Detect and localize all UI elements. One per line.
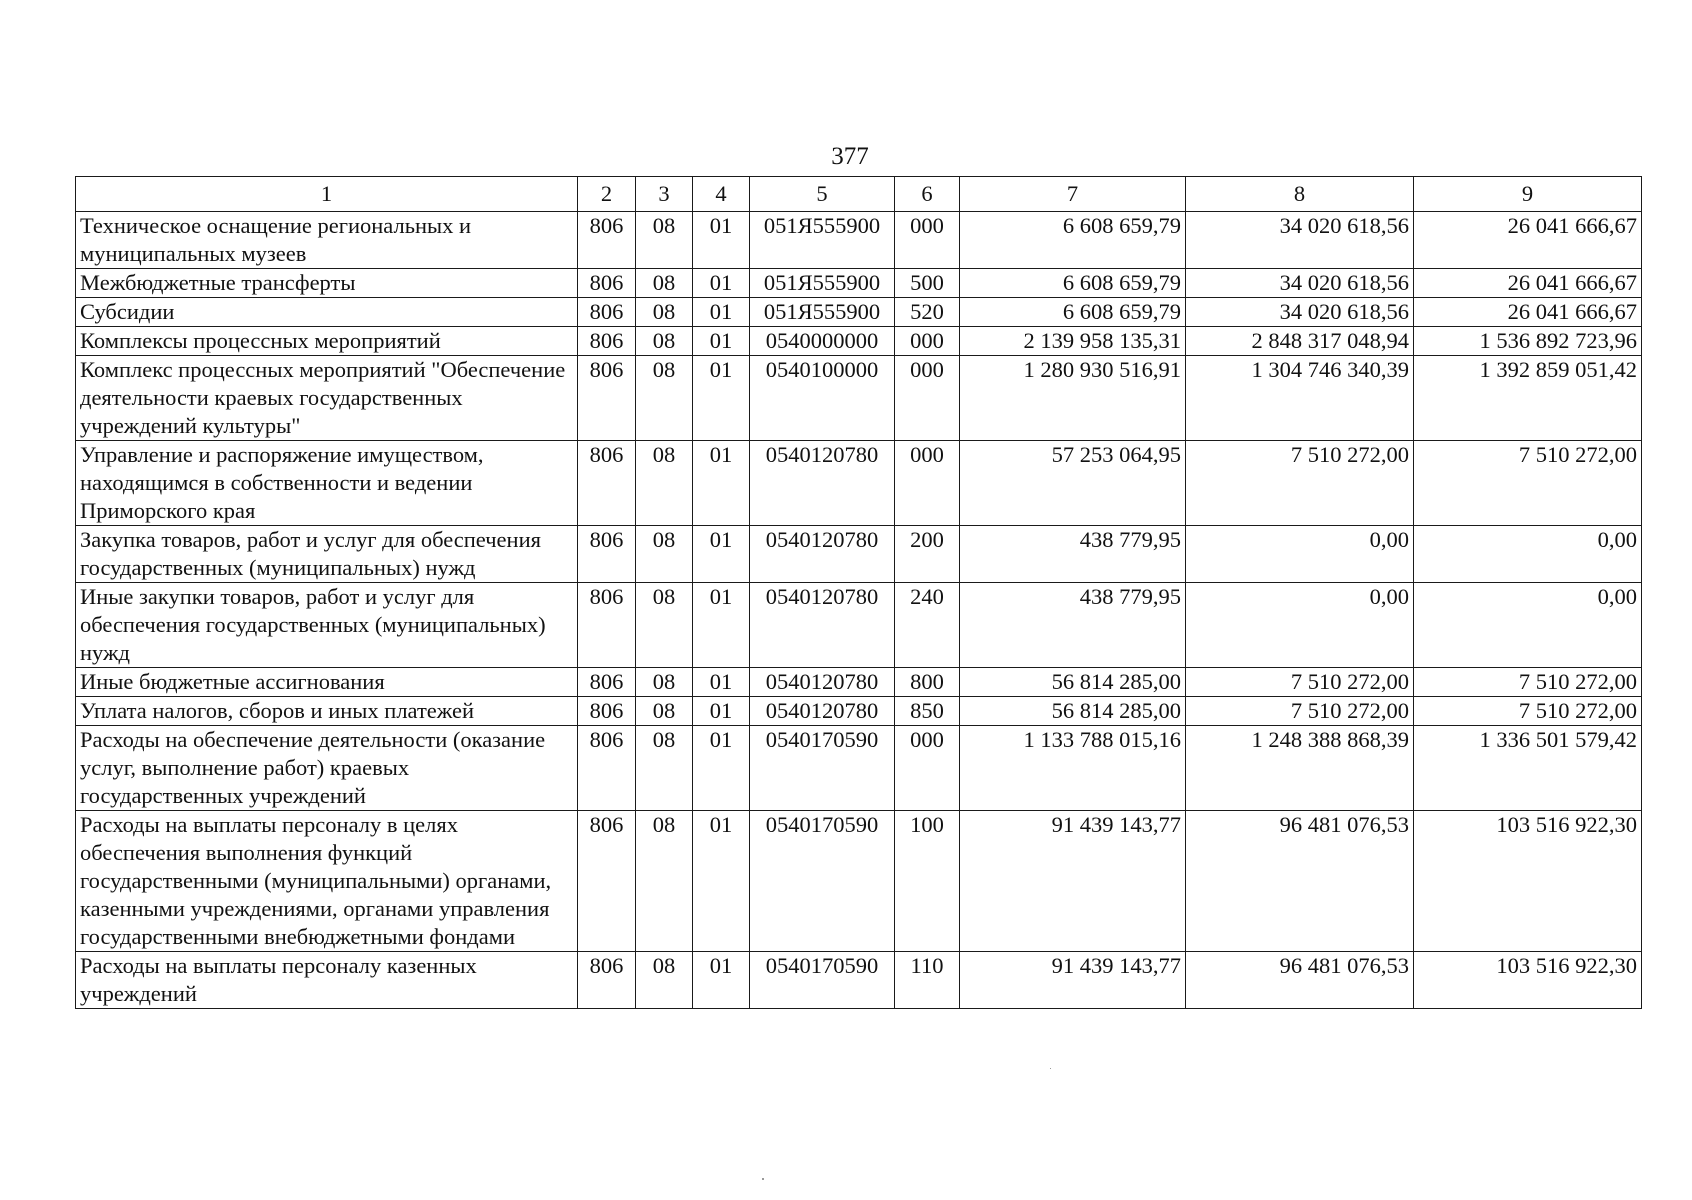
amount-cell-9: 1 536 892 723,96 (1414, 327, 1642, 356)
amount-cell-9: 7 510 272,00 (1414, 441, 1642, 526)
amount-cell-8: 34 020 618,56 (1186, 269, 1414, 298)
table-row (76, 356, 1642, 441)
scan-speck (762, 1178, 764, 1180)
code-cell-2: 806 (578, 356, 636, 441)
code-cell-3: 08 (636, 269, 693, 298)
code-cell-3: 08 (636, 697, 693, 726)
amount-cell-7: 56 814 285,00 (960, 697, 1186, 726)
code-cell-6: 500 (895, 269, 960, 298)
table-row (76, 269, 1642, 298)
amount-cell-9: 26 041 666,67 (1414, 212, 1642, 269)
amount-cell-8: 7 510 272,00 (1186, 668, 1414, 697)
code-cell-2: 806 (578, 441, 636, 526)
table-row (76, 327, 1642, 356)
amount-cell-7: 6 608 659,79 (960, 269, 1186, 298)
code-cell-4: 01 (693, 526, 750, 583)
code-cell-4: 01 (693, 811, 750, 952)
code-cell-4: 01 (693, 668, 750, 697)
code-cell-6: 100 (895, 811, 960, 952)
code-cell-2: 806 (578, 952, 636, 1009)
code-cell-2: 806 (578, 583, 636, 668)
amount-cell-9: 26 041 666,67 (1414, 298, 1642, 327)
amount-cell-7: 91 439 143,77 (960, 952, 1186, 1009)
code-cell-4: 01 (693, 327, 750, 356)
code-cell-4: 01 (693, 356, 750, 441)
row-name-cell: Техническое оснащение региональных и муниципальных музеев (76, 212, 578, 269)
amount-cell-7: 2 139 958 135,31 (960, 327, 1186, 356)
code-cell-6: 000 (895, 441, 960, 526)
budget-table (75, 176, 1642, 1009)
amount-cell-8: 0,00 (1186, 583, 1414, 668)
code-cell-5: 0540120780 (750, 526, 895, 583)
table-row (76, 298, 1642, 327)
page-number: 377 (831, 143, 869, 170)
column-header-7: 7 (960, 177, 1186, 212)
row-name-cell: Комплексы процессных мероприятий (76, 327, 578, 356)
amount-cell-7: 1 133 788 015,16 (960, 726, 1186, 811)
code-cell-6: 000 (895, 356, 960, 441)
row-name-cell: Управление и распоряжение имуществом, находящимся в собственности и ведении Приморского края (76, 441, 578, 526)
table-row (76, 441, 1642, 526)
amount-cell-9: 0,00 (1414, 526, 1642, 583)
code-cell-5: 0540170590 (750, 726, 895, 811)
code-cell-4: 01 (693, 212, 750, 269)
amount-cell-9: 1 336 501 579,42 (1414, 726, 1642, 811)
code-cell-4: 01 (693, 441, 750, 526)
amount-cell-9: 1 392 859 051,42 (1414, 356, 1642, 441)
column-header-3: 3 (636, 177, 693, 212)
code-cell-3: 08 (636, 298, 693, 327)
row-name-cell: Уплата налогов, сборов и иных платежей (76, 697, 578, 726)
code-cell-5: 0540120780 (750, 441, 895, 526)
code-cell-2: 806 (578, 726, 636, 811)
row-name-cell: Иные закупки товаров, работ и услуг для обеспечения государственных (муниципальных) нужд (76, 583, 578, 668)
code-cell-4: 01 (693, 583, 750, 668)
row-name-cell: Закупка товаров, работ и услуг для обеспечения государственных (муниципальных) нужд (76, 526, 578, 583)
amount-cell-7: 438 779,95 (960, 583, 1186, 668)
code-cell-5: 0540120780 (750, 668, 895, 697)
code-cell-6: 200 (895, 526, 960, 583)
amount-cell-9: 103 516 922,30 (1414, 811, 1642, 952)
header-row (76, 177, 1642, 212)
code-cell-3: 08 (636, 668, 693, 697)
table-row (76, 697, 1642, 726)
code-cell-6: 240 (895, 583, 960, 668)
row-name-cell: Субсидии (76, 298, 578, 327)
code-cell-6: 000 (895, 212, 960, 269)
code-cell-5: 0540100000 (750, 356, 895, 441)
table-body (76, 212, 1642, 1009)
column-header-9: 9 (1414, 177, 1642, 212)
code-cell-2: 806 (578, 327, 636, 356)
row-name-cell: Иные бюджетные ассигнования (76, 668, 578, 697)
column-header-2: 2 (578, 177, 636, 212)
row-name-cell: Расходы на выплаты персоналу казенных учреждений (76, 952, 578, 1009)
code-cell-3: 08 (636, 441, 693, 526)
column-header-4: 4 (693, 177, 750, 212)
amount-cell-9: 0,00 (1414, 583, 1642, 668)
amount-cell-9: 7 510 272,00 (1414, 668, 1642, 697)
amount-cell-7: 1 280 930 516,91 (960, 356, 1186, 441)
column-header-5: 5 (750, 177, 895, 212)
code-cell-3: 08 (636, 726, 693, 811)
scan-speck (1050, 1068, 1051, 1069)
amount-cell-7: 91 439 143,77 (960, 811, 1186, 952)
row-name-cell: Межбюджетные трансферты (76, 269, 578, 298)
row-name-cell: Комплекс процессных мероприятий "Обеспечение деятельности краевых государственных учреждений культуры" (76, 356, 578, 441)
code-cell-2: 806 (578, 298, 636, 327)
code-cell-3: 08 (636, 356, 693, 441)
code-cell-3: 08 (636, 811, 693, 952)
table-row (76, 668, 1642, 697)
code-cell-6: 110 (895, 952, 960, 1009)
code-cell-5: 0540120780 (750, 583, 895, 668)
row-name-cell: Расходы на обеспечение деятельности (оказание услуг, выполнение работ) краевых государственных учреждений (76, 726, 578, 811)
code-cell-6: 850 (895, 697, 960, 726)
code-cell-2: 806 (578, 668, 636, 697)
table-row (76, 726, 1642, 811)
table-row (76, 811, 1642, 952)
code-cell-5: 051Я555900 (750, 269, 895, 298)
amount-cell-8: 34 020 618,56 (1186, 212, 1414, 269)
code-cell-5: 051Я555900 (750, 298, 895, 327)
code-cell-2: 806 (578, 269, 636, 298)
amount-cell-9: 26 041 666,67 (1414, 269, 1642, 298)
code-cell-6: 000 (895, 726, 960, 811)
code-cell-4: 01 (693, 952, 750, 1009)
code-cell-2: 806 (578, 526, 636, 583)
code-cell-6: 520 (895, 298, 960, 327)
amount-cell-8: 0,00 (1186, 526, 1414, 583)
code-cell-3: 08 (636, 952, 693, 1009)
amount-cell-8: 7 510 272,00 (1186, 441, 1414, 526)
code-cell-3: 08 (636, 583, 693, 668)
amount-cell-9: 103 516 922,30 (1414, 952, 1642, 1009)
code-cell-5: 0540170590 (750, 811, 895, 952)
code-cell-3: 08 (636, 327, 693, 356)
code-cell-2: 806 (578, 811, 636, 952)
amount-cell-7: 57 253 064,95 (960, 441, 1186, 526)
code-cell-6: 000 (895, 327, 960, 356)
amount-cell-7: 56 814 285,00 (960, 668, 1186, 697)
code-cell-4: 01 (693, 726, 750, 811)
code-cell-6: 800 (895, 668, 960, 697)
amount-cell-9: 7 510 272,00 (1414, 697, 1642, 726)
code-cell-2: 806 (578, 212, 636, 269)
table-row (76, 583, 1642, 668)
amount-cell-8: 96 481 076,53 (1186, 952, 1414, 1009)
code-cell-4: 01 (693, 298, 750, 327)
column-header-1: 1 (76, 177, 578, 212)
code-cell-3: 08 (636, 212, 693, 269)
amount-cell-8: 96 481 076,53 (1186, 811, 1414, 952)
code-cell-4: 01 (693, 697, 750, 726)
table-row (76, 212, 1642, 269)
amount-cell-8: 7 510 272,00 (1186, 697, 1414, 726)
code-cell-4: 01 (693, 269, 750, 298)
column-header-6: 6 (895, 177, 960, 212)
amount-cell-8: 34 020 618,56 (1186, 298, 1414, 327)
table-row (76, 526, 1642, 583)
table-row (76, 952, 1642, 1009)
code-cell-5: 0540000000 (750, 327, 895, 356)
amount-cell-7: 438 779,95 (960, 526, 1186, 583)
code-cell-3: 08 (636, 526, 693, 583)
row-name-cell: Расходы на выплаты персоналу в целях обеспечения выполнения функций государственными (муниципальными) органами, казенными учреждениями, органами управления государственными внебюджетными фондами (76, 811, 578, 952)
code-cell-2: 806 (578, 697, 636, 726)
column-header-8: 8 (1186, 177, 1414, 212)
amount-cell-8: 1 248 388 868,39 (1186, 726, 1414, 811)
code-cell-5: 051Я555900 (750, 212, 895, 269)
amount-cell-7: 6 608 659,79 (960, 298, 1186, 327)
amount-cell-8: 1 304 746 340,39 (1186, 356, 1414, 441)
code-cell-5: 0540170590 (750, 952, 895, 1009)
code-cell-5: 0540120780 (750, 697, 895, 726)
amount-cell-7: 6 608 659,79 (960, 212, 1186, 269)
amount-cell-8: 2 848 317 048,94 (1186, 327, 1414, 356)
